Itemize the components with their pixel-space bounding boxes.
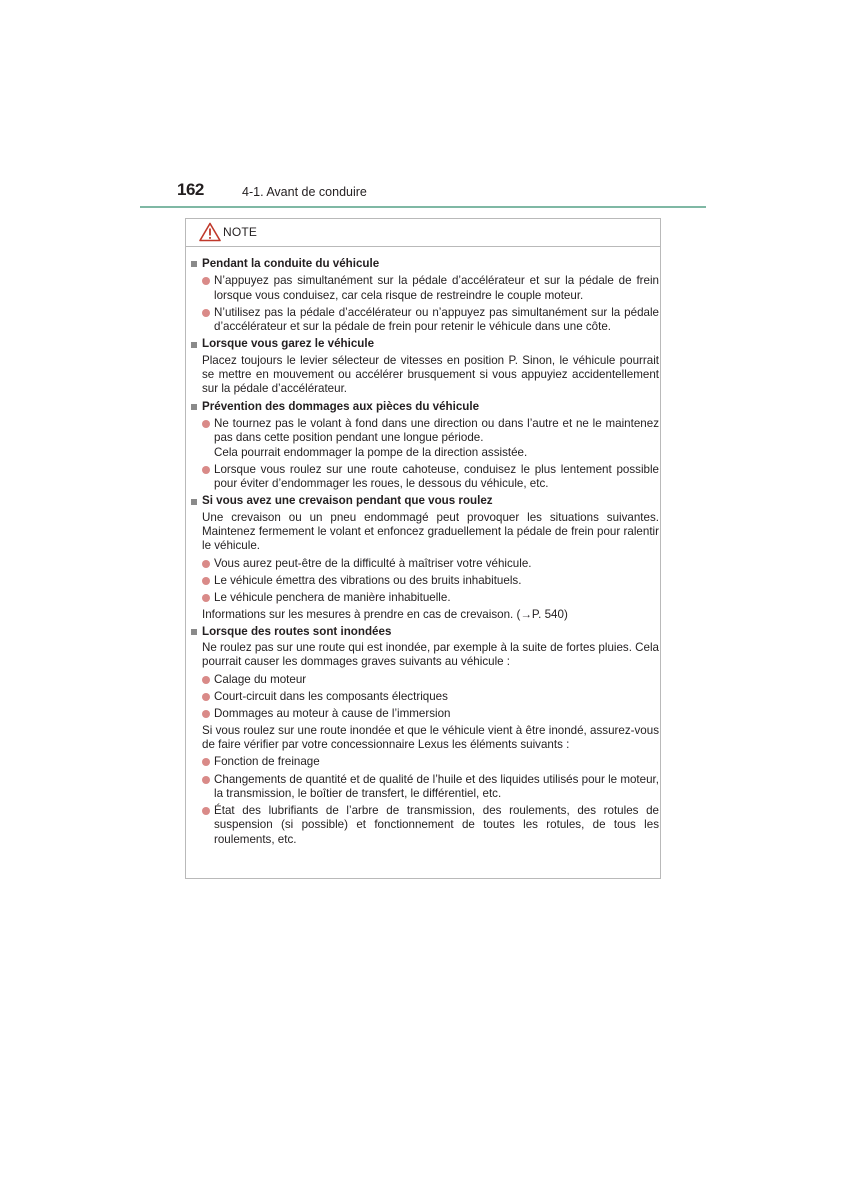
page-header [140,180,706,210]
bullet-text: Fonction de freinage [214,755,320,769]
crevaison-reference: Informations sur les mesures à prendre en cas de crevaison. (→P. 540) [202,607,568,621]
warning-triangle-icon [199,222,221,242]
bullet-dot-icon [202,420,210,428]
section-heading [191,625,659,639]
section-heading [191,400,659,414]
bullet-dot-icon [202,594,210,602]
paragraph: Si vous roulez sur une route inondée et que le véhicule vient à être inondé, assurez-vous de faire vérifier par votre concessionnaire Lexus les éléments suivants : [202,723,659,751]
bullet-text: Changements de quantité et de qualité de l’huile et des liquides utilisés pour le moteur, la transmission, le boîtier de transfert, le différentiel, etc. [214,772,659,800]
bullet-text: Dommages au moteur à cause de l’immersion [214,707,451,721]
paragraph: Ne roulez pas sur une route qui est inondée, par exemple à la suite de fortes pluies. Cela pourrait causer les dommages graves suivants au véhicule : [202,641,659,669]
list-item [202,417,659,460]
list-item [202,574,659,588]
bullet-text: N’utilisez pas la pédale d’accélérateur ou n’appuyez pas simultanément sur la pédale d’accélérateur et sur la pédale de frein pour retenir le véhicule dans une côte. [214,305,659,334]
bullet-subtext: Cela pourrait endommager la pompe de la direction assistée. [214,445,528,459]
page-number: 162 [177,180,204,199]
paragraph: Une crevaison ou un pneu endommagé peut provoquer les situations suivantes. Maintenez fermement le volant et enfoncez graduellement la pédale de frein pour ralentir le véhicule. [202,510,659,553]
bullet-dot-icon [202,776,210,784]
bullet-text: Ne tournez pas le volant à fond dans une direction ou dans l’autre et ne le maintenez pas dans cette position pendant une longue période. [214,416,659,445]
bullet-text: Calage du moteur [214,672,307,686]
bullet-text: N’appuyez pas simultanément sur la pédale d’accélérateur et sur la pédale de frein lorsque vous conduisez, car cela risque de restreindre le couple moteur. [214,274,659,302]
list-item [202,673,659,687]
bullet-text: Lorsque vous roulez sur une route cahoteuse, conduisez le plus lentement possible pour éviter d’endommager les roues, le dessous du véhicule, etc. [214,462,659,491]
list-item [202,707,659,721]
bullet-dot-icon [202,758,210,766]
bullet-text: Le véhicule penchera de manière inhabituelle. [214,591,451,605]
bullet-dot-icon [202,466,210,474]
list-item [202,773,659,802]
section-title-text: Lorsque vous garez le véhicule [202,337,375,351]
list-item [202,690,659,704]
section-square-icon [191,404,197,410]
note-box [185,218,661,879]
section-square-icon [191,499,197,505]
note-content [191,257,659,847]
section-square-icon [191,261,197,267]
bullet-dot-icon [202,560,210,568]
bullet-text: État des lubrifiants de l’arbre de transmission, des roulements, des rotules de suspension (si possible) et fonctionnement de toutes les rotules, de tous les roulements, etc. [214,804,659,846]
section-title-text: Pendant la conduite du véhicule [202,257,380,270]
section-title-text: Lorsque des routes sont inondées [202,624,392,638]
section-square-icon [191,629,197,635]
section-title-text: Prévention des dommages aux pièces du véhicule [202,399,480,413]
bullet-dot-icon [202,676,210,684]
bullet-dot-icon [202,277,210,285]
bullet-dot-icon [202,309,210,317]
section-heading [191,337,659,351]
list-item [202,755,659,769]
list-item [202,274,659,303]
section-title-text: Si vous avez une crevaison pendant que vous roulez [202,494,493,508]
section-heading [191,494,659,508]
list-item [202,306,659,335]
bullet-dot-icon [202,693,210,701]
bullet-dot-icon [202,807,210,815]
section-heading [191,257,659,271]
paragraph: Placez toujours le levier sélecteur de vitesses en position P. Sinon, le véhicule pourrait se mettre en mouvement ou accélérer brusquement si vous appuyiez accidentellement sur la pédale d’accélérateur. [202,353,659,396]
list-item [202,591,659,605]
section-title: 4-1. Avant de conduire [242,185,367,199]
header-rule [140,206,706,208]
list-item [202,463,659,492]
bullet-dot-icon [202,710,210,718]
bullet-dot-icon [202,577,210,585]
list-item [202,804,659,847]
note-header [186,219,660,247]
bullet-text: Le véhicule émettra des vibrations ou des bruits inhabituels. [214,573,522,587]
bullet-text: Vous aurez peut-être de la difficulté à maîtriser votre véhicule. [214,556,532,570]
note-label: NOTE [223,225,258,239]
list-item [202,557,659,571]
section-square-icon [191,342,197,348]
bullet-text: Court-circuit dans les composants électriques [214,690,448,704]
